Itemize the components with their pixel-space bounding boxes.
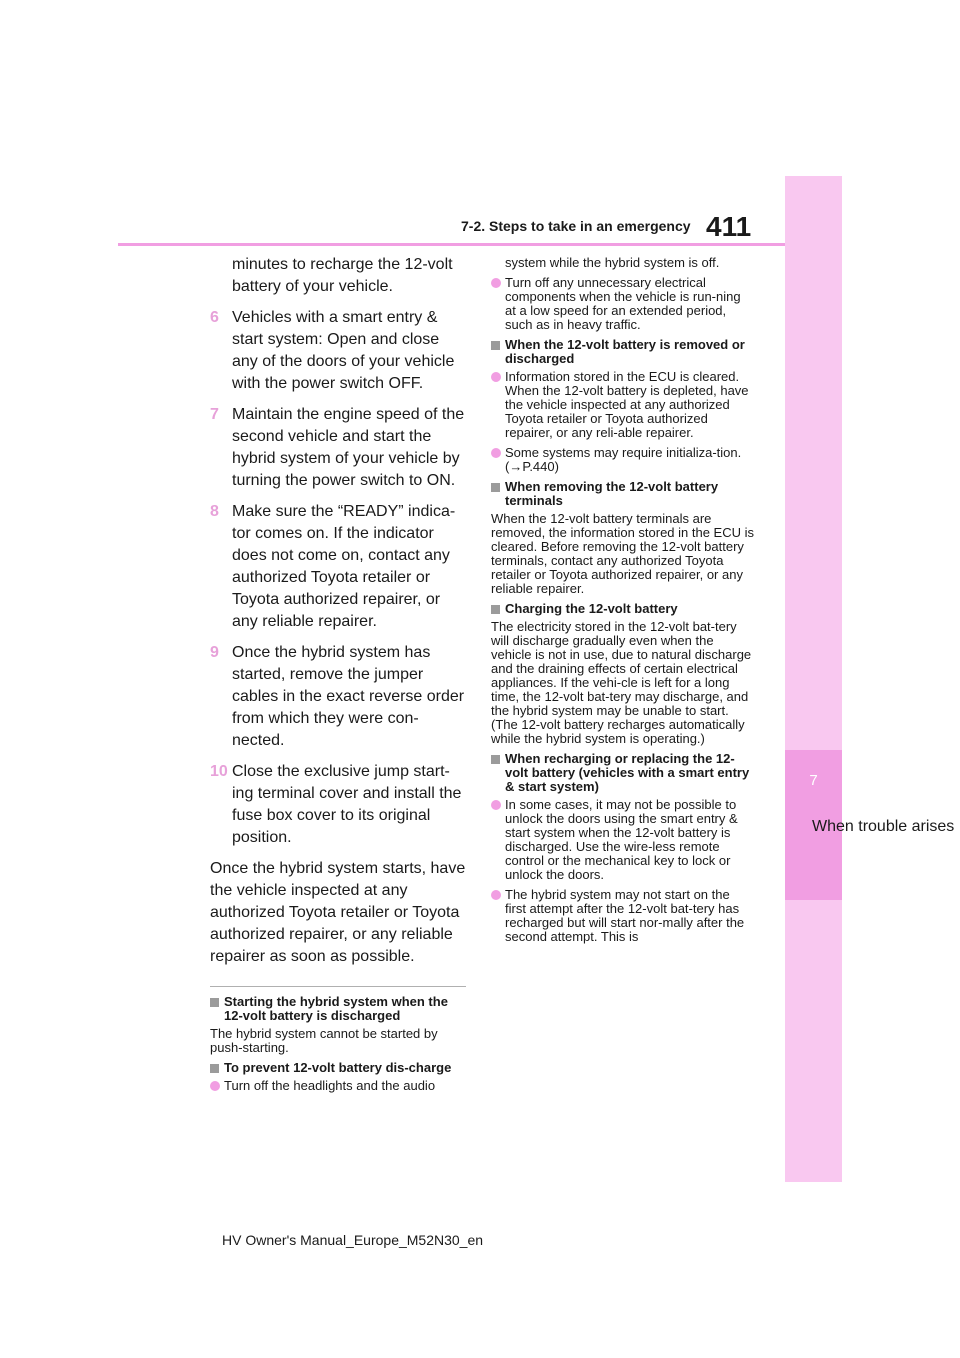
step-number: 8 <box>210 503 219 520</box>
round-bullet-icon <box>491 890 501 900</box>
step-number: 6 <box>210 309 219 326</box>
header-rule <box>118 243 785 246</box>
step-9 <box>210 642 466 752</box>
square-bullet-icon <box>491 483 500 492</box>
round-bullet-icon <box>491 448 501 458</box>
step-text: Maintain the engine speed of the second vehicle and start the hybrid system of your vehicle by turning the power switch to ON. <box>232 406 465 489</box>
step-text: Make sure the “READY” indica-tor comes on. If the indicator does not come on, contact any authorized Toyota retailer or Toyota authorized repairer, or any reliable repairer. <box>232 503 456 630</box>
right-column <box>491 256 754 950</box>
note-heading: To prevent 12-volt battery dis-charge <box>210 1061 466 1075</box>
step-6 <box>210 307 466 395</box>
note-bullet: In some cases, it may not be possible to unlock the doors using the smart entry & start system when the 12-volt battery is discharged. Use the wire-less remote control or the mechanical key to lock or unlock the doors. <box>491 798 754 882</box>
round-bullet-icon <box>491 372 501 382</box>
round-bullet-icon <box>491 278 501 288</box>
step-8 <box>210 501 466 633</box>
continuation-text: system while the hybrid system is off. <box>505 255 720 270</box>
square-bullet-icon <box>491 755 500 764</box>
notes-divider <box>210 986 466 987</box>
note-bullet: Some systems may require initializa-tion. (→P.440) <box>491 446 754 474</box>
step-continuation: minutes to recharge the 12-volt battery of your vehicle. <box>232 256 453 295</box>
square-bullet-icon <box>491 605 500 614</box>
step-10 <box>210 761 466 849</box>
note-bullet: Turn off any unnecessary electrical components when the vehicle is run-ning at a low speed for an extended period, such as in heavy traffic. <box>491 276 754 332</box>
step-number: 10 <box>210 763 228 780</box>
section-title: 7-2. Steps to take in an emergency <box>461 218 691 234</box>
note-text: When the 12-volt battery terminals are removed, the information stored in the ECU is cleared. Before removing the 12-volt battery terminals, contact any authorized Toyota retailer or Toyota authorized repairer, or any reliable repairer. <box>491 511 755 596</box>
square-bullet-icon <box>491 341 500 350</box>
step-text: Vehicles with a smart entry & start system: Open and close any of the doors of your vehicle with the power switch OFF. <box>232 309 455 392</box>
note-text: The hybrid system cannot be started by push-starting. <box>210 1026 438 1055</box>
step-7 <box>210 404 466 492</box>
note-text: The electricity stored in the 12-volt bat-tery will discharge gradually even when the vehicle is not in use, due to natural discharge and the draining effects of certain electrical appliances. If the vehi-cle is left for a long time, the 12-volt bat-tery may discharge, and the hybrid system may be unable to start. (The 12-volt battery recharges automatically while the hybrid system is operating.) <box>491 619 752 746</box>
round-bullet-icon <box>210 1081 220 1091</box>
page-number: 411 <box>706 211 752 242</box>
step-number: 7 <box>210 406 219 423</box>
step-text: Close the exclusive jump start-ing terminal cover and install the fuse box cover to its original position. <box>232 763 462 846</box>
chapter-title: When trouble arises <box>812 818 955 835</box>
step-text: Once the hybrid system has started, remove the jumper cables in the exact reverse order from which they were con-nected. <box>232 644 465 749</box>
square-bullet-icon <box>210 998 219 1007</box>
chapter-side-tab <box>785 176 842 1182</box>
note-heading: Charging the 12-volt battery <box>491 602 754 616</box>
square-bullet-icon <box>210 1064 219 1073</box>
round-bullet-icon <box>491 800 501 810</box>
note-bullet: Information stored in the ECU is cleared. When the 12-volt battery is depleted, have the vehicle inspected at any authorized Toyota retailer or Toyota authorized repairer, or any reli-able repairer. <box>491 370 754 440</box>
note-heading: When removing the 12-volt battery terminals <box>491 480 754 508</box>
note-heading: When the 12-volt battery is removed or discharged <box>491 338 754 366</box>
footer-manual-id: HV Owner's Manual_Europe_M52N30_en <box>222 1232 484 1248</box>
note-bullet: Turn off the headlights and the audio <box>210 1079 466 1093</box>
closing-paragraph: Once the hybrid system starts, have the vehicle inspected at any authorized Toyota retailer or Toyota authorized repairer, or any reliable repairer as soon as possible. <box>210 860 466 965</box>
note-bullet: The hybrid system may not start on the first attempt after the 12-volt bat-tery has recharged but will start nor-mally after the second attempt. This is <box>491 888 754 944</box>
chapter-number: 7 <box>809 772 818 789</box>
left-column <box>210 254 466 1099</box>
note-heading: Starting the hybrid system when the 12-volt battery is discharged <box>210 995 466 1023</box>
step-number: 9 <box>210 644 219 661</box>
note-heading: When recharging or replacing the 12-volt battery (vehicles with a smart entry & start system) <box>491 752 754 794</box>
